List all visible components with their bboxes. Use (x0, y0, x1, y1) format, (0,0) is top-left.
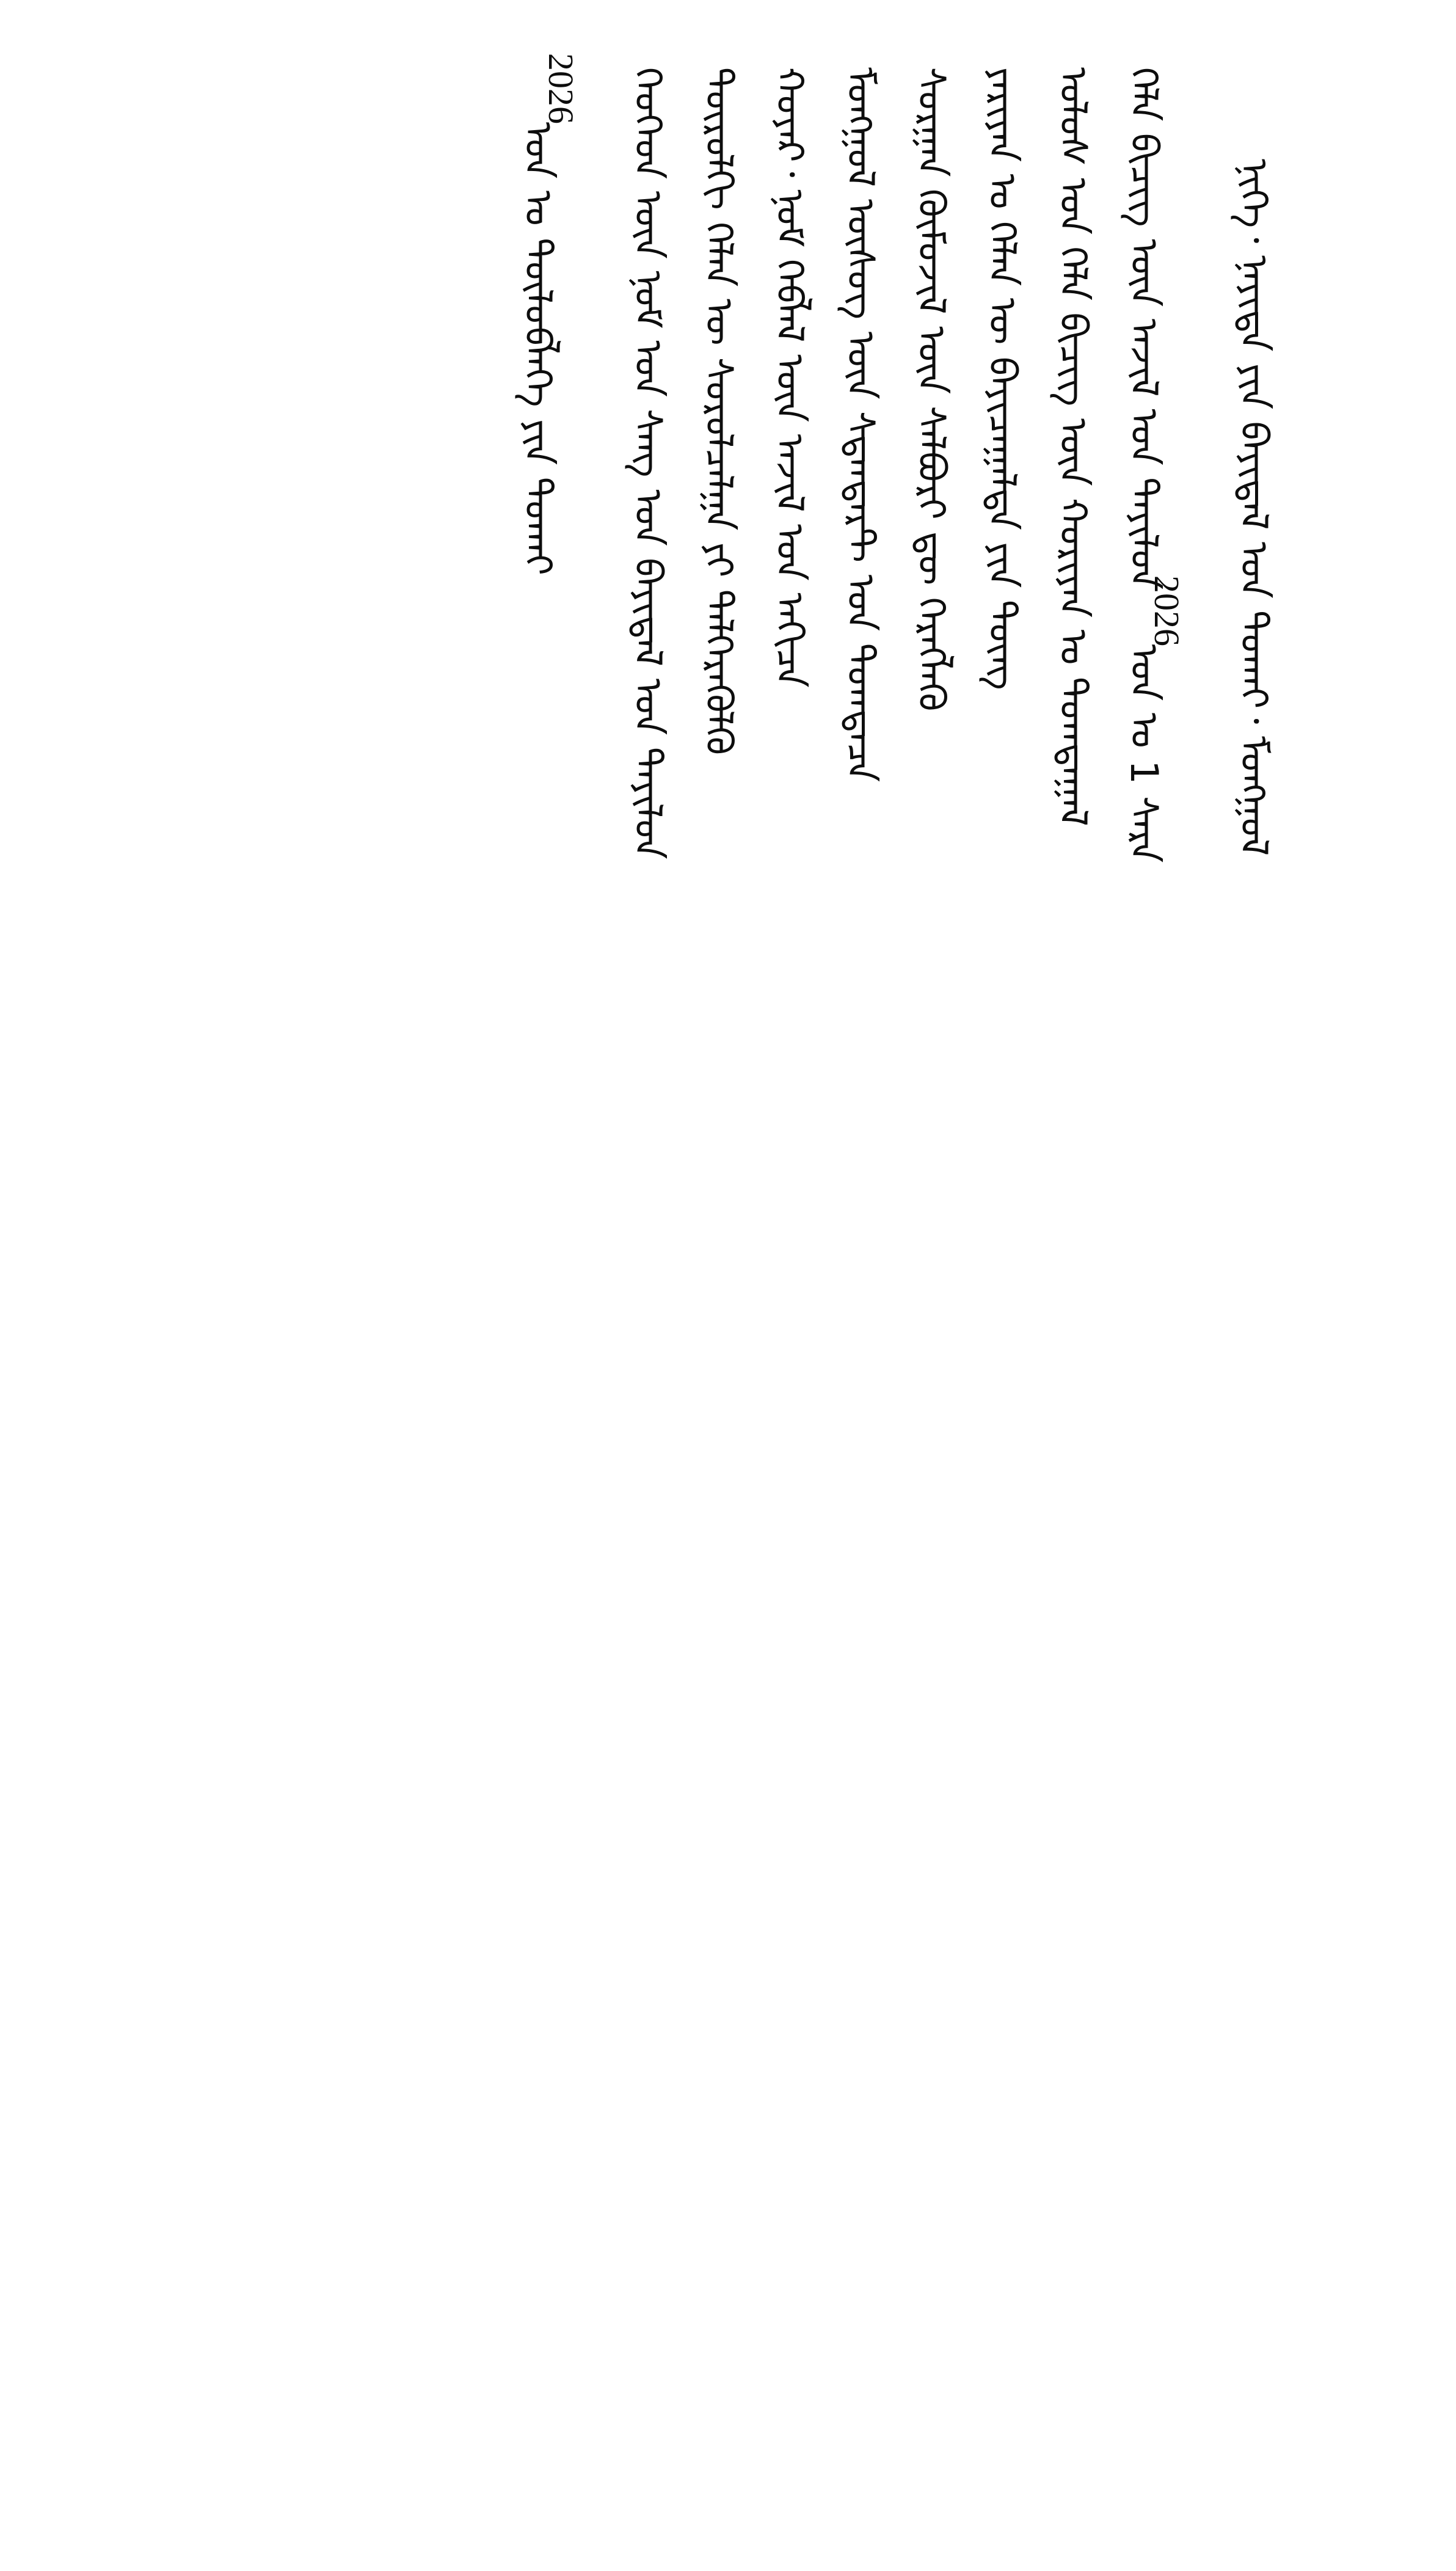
year-numeral-2026-top: 2026 (1147, 575, 1187, 646)
text-column-3: ᠤᠯᠤᠰ ᠤᠨ ᠬᠡᠯᠡ ᠪᠢᠴᠢᠭ᠌ ᠦᠨ ᠬᠣᠷᠢᠶᠠᠨ ᠤ ᠲᠣᠭᠲᠠᠭᠠᠯ (1051, 67, 1096, 826)
text-column-10 (516, 53, 596, 2266)
text-column-7: ᠬᠣᠶᠠᠷ᠂ ᠨᠣᠮ ᠬᠡᠪᠯᠡᠯ ᠦᠨ ᠠᠵᠢᠯ ᠤᠨ ᠠᠬᠢᠴᠠ (768, 67, 812, 688)
text-column-5: ᠰᠤᠷᠭᠠᠨ ᠬᠦᠮᠦᠵᠢᠯ ᠦᠨ ᠰᠠᠯᠪᠤᠷᠢ ᠳᠦ ᠬᠡᠷᠡᠭᠯᠡᠬᠦ (909, 67, 954, 712)
text-column-1: ᠨᠢᠭᠡ᠂ ᠨᠡᠶᠢᠲᠡ ᠶᠢᠨ ᠪᠠᠶᠢᠳᠠᠯ ᠤᠨ ᠲᠤᠬᠠᠢ᠂ ᠮᠣᠩᠭᠣᠯ (1232, 159, 1276, 856)
column-10-tail: ᠣᠨ ᠤ ᠲᠥᠯᠥᠪᠯᠡᠭᠡ ᠶᠢᠨ ᠲᠤᠬᠠᠢ (516, 110, 561, 575)
text-column-6: ᠮᠣᠩᠭᠣᠯ ᠦᠰᠦᠭ ᠦᠨ ᠰᠲᠠᠨᠳᠠᠷᠲ ᠤᠨ ᠲᠣᠭᠲᠠᠴᠠ (839, 67, 883, 782)
text-column-9: ᠬᠡᠦᠬᠡᠳ ᠦᠨ ᠨᠣᠮ ᠤᠨ ᠰᠠᠩ ᠤᠨ ᠪᠠᠶᠢᠳᠠᠯ ᠤᠨ ᠲᠠᠶᠢᠯᠤᠨ (626, 67, 671, 859)
text-column-4: ᠶᠠᠷᠢᠶᠠᠨ ᠤ ᠬᠡᠯᠡᠨ ᠦ ᠪᠠᠶᠢᠴᠠᠭᠠᠯᠲᠠ ᠶᠢᠨ ᠳᠦᠩ (980, 67, 1025, 690)
text-column-8: ᠲᠦᠷᠦᠯᠬᠢ ᠬᠡᠯᠡᠨ ᠦ ᠰᠤᠷᠤᠯᠴᠠᠯᠭᠠ ᠶᠢ ᠳᠡᠯᠭᠡᠷᠡᠭᠦᠯᠬᠦ (697, 67, 741, 756)
column-2-head: ᠬᠡᠯᠡ ᠪᠢᠴᠢᠭ᠌ ᠦᠨ ᠠᠵᠢᠯ ᠤᠨ ᠲᠠᠶᠢᠯᠤᠨ (1122, 67, 1167, 589)
text-column-2 (1122, 67, 1202, 2266)
year-numeral-2026-bottom: 2026 (541, 53, 581, 124)
column-2-tail: ᠣᠨ ᠤ 1 ᠰᠠᠷᠠ (1122, 632, 1167, 863)
document-body (110, 53, 1276, 2266)
